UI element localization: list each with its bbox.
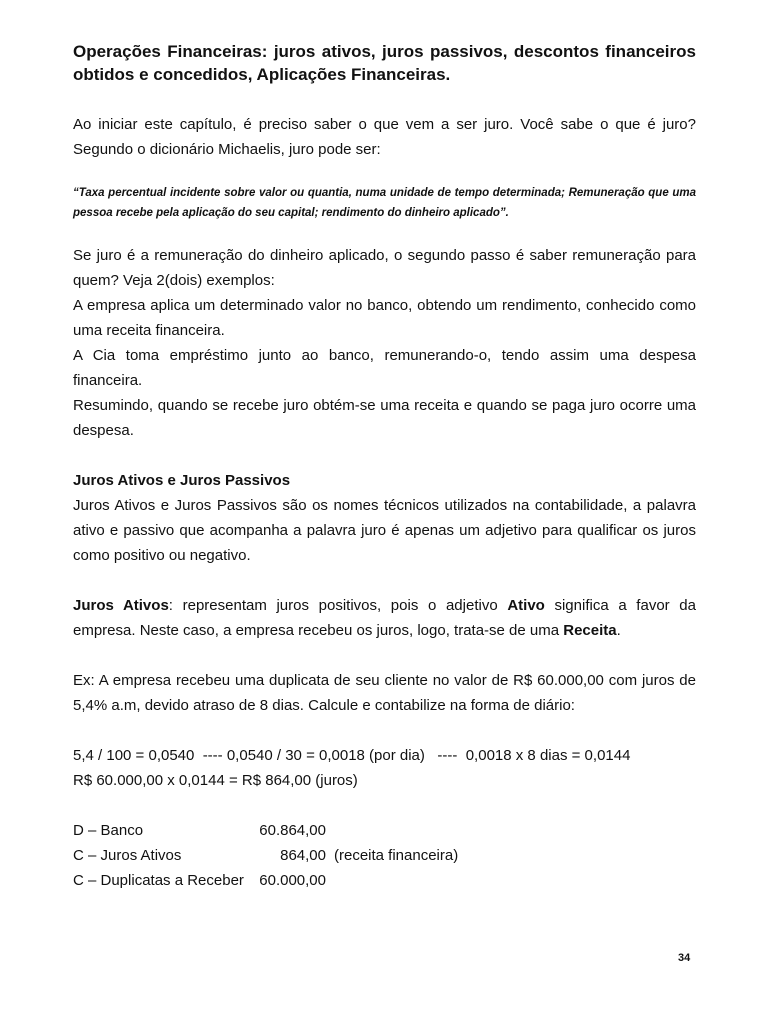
document-page	[73, 40, 696, 893]
entry-note	[326, 818, 334, 843]
calculation-line-1: 5,4 / 100 = 0,0540 ---- 0,0540 / 30 = 0,0018 (por dia) ---- 0,0018 x 8 dias = 0,0144	[73, 747, 631, 764]
receita-term: Receita	[563, 622, 617, 639]
entry-note	[326, 868, 334, 893]
intro-paragraph: Ao iniciar este capítulo, é preciso saber o que vem a ser juro. Você sabe o que é juro? Segundo o dicionário Michaelis, juro pode ser:	[73, 116, 696, 158]
journal-entries	[73, 818, 696, 893]
entry-amount: 864,00	[280, 847, 326, 864]
section1-paragraph-1: Se juro é a remuneração do dinheiro aplicado, o segundo passo é saber remuneração para quem? Veja 2(dois) exemplos:	[73, 247, 696, 289]
section-heading: Juros Ativos e Juros Passivos	[73, 472, 291, 489]
journal-entry	[73, 843, 696, 868]
ativo-term: Ativo	[507, 597, 545, 614]
juros-ativos-term: Juros Ativos	[73, 597, 169, 614]
entry-account: D – Banco	[73, 822, 144, 839]
journal-entry	[73, 818, 696, 843]
page-number: 34	[678, 952, 691, 964]
entry-account: C – Duplicatas a Receber	[73, 872, 244, 889]
example-paragraph: Ex: A empresa recebeu uma duplicata de seu cliente no valor de R$ 60.000,00 com juros de 5,4% a.m, devido atraso de 8 dias. Calcule e contabilize na forma de diário:	[73, 672, 696, 714]
juros-ativos-paragraph: Juros Ativos: representam juros positivos, pois o adjetivo Ativo significa a favor da empresa. Neste caso, a empresa recebeu os juros, logo, trata-se de uma Receita.	[73, 597, 696, 639]
entry-account: C – Juros Ativos	[73, 847, 182, 864]
section1-paragraph-2: A empresa aplica um determinado valor no banco, obtendo um rendimento, conhecido como uma receita financeira.	[73, 297, 696, 339]
entry-amount: 60.864,00	[259, 822, 326, 839]
entry-amount: 60.000,00	[259, 872, 326, 889]
section1-paragraph-4: Resumindo, quando se recebe juro obtém-se uma receita e quando se paga juro ocorre uma despesa.	[73, 397, 696, 439]
entry-note: (receita financeira)	[334, 847, 459, 864]
calculation-line-2: R$ 60.000,00 x 0,0144 = R$ 864,00 (juros)	[73, 772, 358, 789]
section2-paragraph: Juros Ativos e Juros Passivos são os nomes técnicos utilizados na contabilidade, a palavra ativo e passivo que acompanha a palavra juro é apenas um adjetivo para qualificar os juros como positivo ou negativo.	[73, 497, 696, 564]
section1-paragraph-3: A Cia toma empréstimo junto ao banco, remunerando-o, tendo assim uma despesa financeira.	[73, 347, 696, 389]
dictionary-quote: “Taxa percentual incidente sobre valor ou quantia, numa unidade de tempo determinada; Remuneração que uma pessoa recebe pela aplicação do seu capital; rendimento do dinheiro aplicado”.	[73, 187, 696, 219]
page-title: Operações Financeiras: juros ativos, juros passivos, descontos financeiros obtidos e concedidos, Aplicações Financeiras.	[73, 42, 696, 84]
journal-entry	[73, 868, 696, 893]
